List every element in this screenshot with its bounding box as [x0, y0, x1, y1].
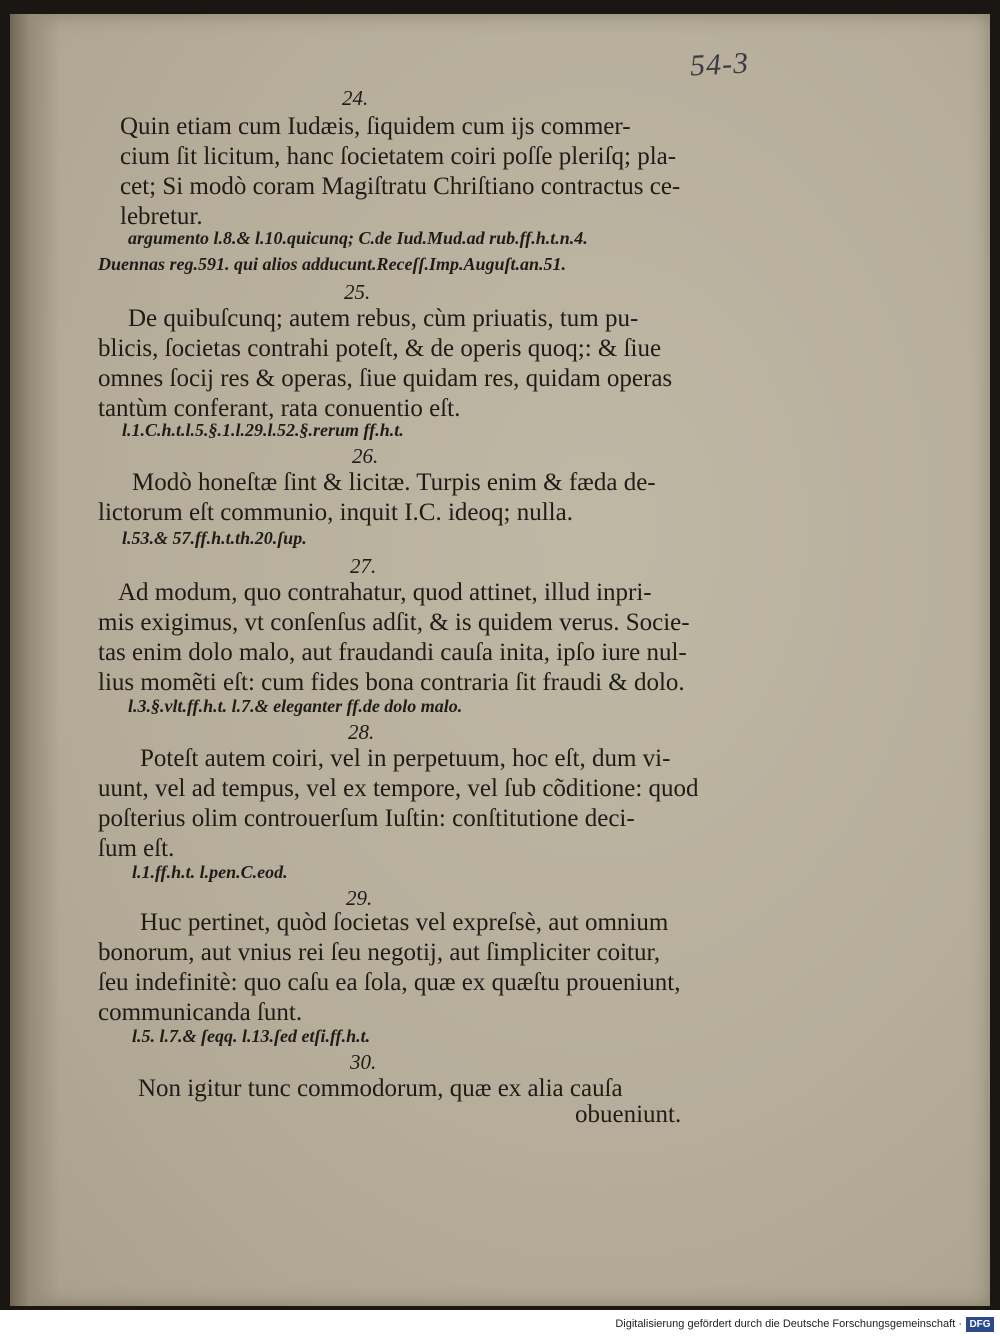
text-line: De quibuſcunq; autem rebus, cùm priuatis, tum pu- [128, 305, 639, 332]
text-line: Ad modum, quo contrahatur, quod attinet, illud inpri- [118, 579, 652, 606]
citation-line: Duennas reg.591. qui alios adducunt.Receſſ.Imp.Auguſt.an.51. [98, 254, 567, 274]
catchword: obueniunt. [575, 1101, 682, 1128]
text-line: lictorum eſt communio, inquit I.C. ideoq; nulla. [98, 499, 573, 526]
text-line: uunt, vel ad tempus, vel ex tempore, vel ſub cõditione: quod [98, 775, 699, 802]
section-number: 30. [350, 1050, 377, 1074]
text-line: Quin etiam cum Iudæis, ſiquidem cum ijs commer- [120, 113, 631, 140]
text-line: tantùm conferant, rata conuentio eſt. [98, 395, 461, 422]
digitization-footer [0, 1310, 1000, 1340]
text-line: Huc pertinet, quòd ſocietas vel expreſsè, aut omnium [140, 909, 669, 936]
section-number: 29. [346, 886, 373, 910]
text-line: tas enim dolo malo, aut fraudandi cauſa inita, ipſo iure nul- [98, 639, 687, 666]
text-line: cet; Si modò coram Magiſtratu Chriſtiano contractus ce- [120, 173, 681, 200]
text-line: mis exigimus, vt conſenſus adſit, & is quidem verus. Socie- [98, 609, 690, 636]
text-line: poſterius olim controuerſum Iuſtin: conſtitutione deci- [98, 805, 635, 832]
text-line: bonorum, aut vnius rei ſeu negotij, aut ſimpliciter coitur, [98, 939, 661, 966]
section-number: 25. [344, 280, 371, 304]
handwritten-folio-number: 54-3 [689, 46, 750, 83]
dfg-logo: DFG [966, 1317, 994, 1332]
section-number: 26. [352, 444, 379, 468]
text-line: Poteſt autem coiri, vel in perpetuum, hoc eſt, dum vi- [140, 745, 671, 772]
section-number: 24. [342, 86, 369, 110]
text-line: cium ſit licitum, hanc ſocietatem coiri poſſe pleriſq; pla- [120, 143, 677, 170]
citation-line: argumento l.8.& l.10.quicunq; C.de Iud.Mud.ad rub.ff.h.t.n.4. [128, 228, 588, 248]
citation-line: l.3.§.vlt.ff.h.t. l.7.& eleganter ff.de dolo malo. [128, 696, 463, 716]
text-line: Non igitur tunc commodorum, quæ ex alia cauſa [138, 1075, 623, 1102]
citation-line: l.5. l.7.& ſeqq. l.13.ſed etſi.ff.h.t. [132, 1026, 371, 1046]
text-line: lebretur. [120, 203, 203, 230]
citation-line: l.1.C.h.t.l.5.§.1.l.29.l.52.§.rerum ff.h.t. [122, 420, 404, 440]
text-line: communicanda ſunt. [98, 999, 303, 1026]
citation-line: l.53.& 57.ff.h.t.th.20.ſup. [122, 528, 307, 548]
citation-line: l.1.ff.h.t. l.pen.C.eod. [132, 862, 288, 882]
text-line: omnes ſocij res & operas, ſiue quidam res, quidam operas [98, 365, 673, 392]
text-line: ſeu indefinitè: quo caſu ea ſola, quæ ex quæſtu proueniunt, [98, 969, 681, 996]
text-line: blicis, ſocietas contrahi poteſt, & de operis quoq;: & ſiue [98, 335, 662, 362]
footer-credit-text: Digitalisierung gefördert durch die Deutsche Forschungsgemeinschaft · [615, 1318, 962, 1330]
text-line: ſum eſt. [98, 835, 175, 862]
text-line: Modò honeſtæ ſint & licitæ. Turpis enim & fæda de- [132, 469, 656, 496]
section-number: 28. [348, 720, 375, 744]
text-line: lius momẽti eſt: cum fides bona contraria ſit fraudi & dolo. [98, 669, 685, 696]
section-number: 27. [350, 554, 377, 578]
